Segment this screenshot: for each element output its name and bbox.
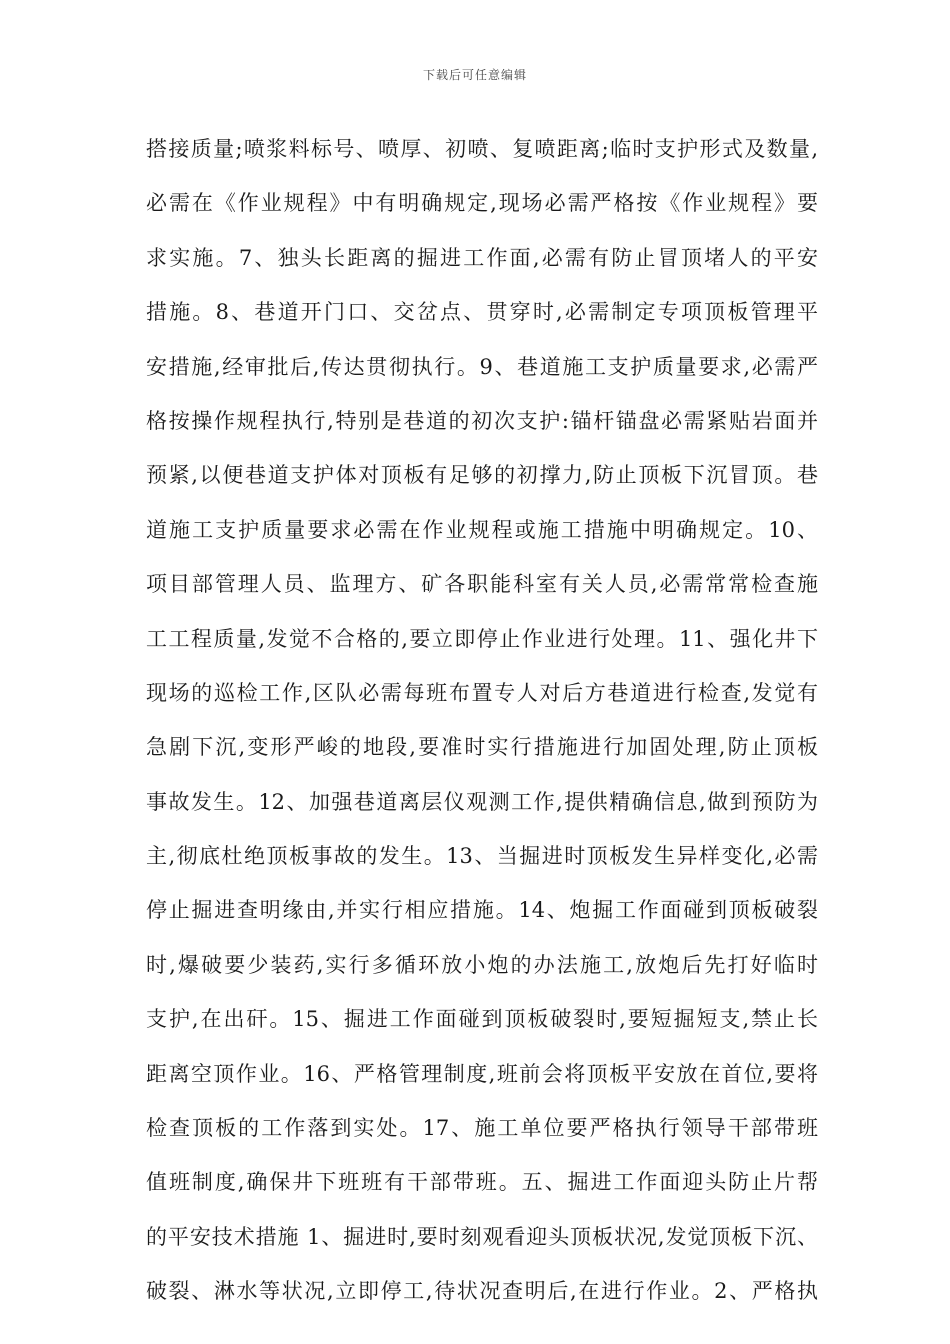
page-header: 下载后可任意编辑 <box>422 68 527 82</box>
text-line: 工工程质量,发觉不合格的,要立即停止作业进行处理。11、强化井下 <box>146 626 818 651</box>
text-line: 支护,在出矸。15、掘进工作面碰到顶板破裂时,要短掘短支,禁止长 <box>146 1007 818 1032</box>
text-line: 的平安技术措施 1、掘进时,要时刻观看迎头顶板状况,发觉顶板下沉、 <box>146 1224 818 1249</box>
text-line: 事故发生。12、加强巷道离层仪观测工作,提供精确信息,做到预防为 <box>146 789 818 814</box>
text-line: 检查顶板的工作落到实处。17、施工单位要严格执行领导干部带班 <box>146 1116 818 1141</box>
text-line: 项目部管理人员、监理方、矿各职能科室有关人员,必需常常检查施 <box>146 572 818 597</box>
text-line: 道施工支护质量要求必需在作业规程或施工措施中明确规定。10、 <box>146 517 818 542</box>
text-line: 急剧下沉,变形严峻的地段,要准时实行措施进行加固处理,防止顶板 <box>146 735 818 760</box>
text-line: 必需在《作业规程》中有明确规定,现场必需严格按《作业规程》要 <box>146 191 818 216</box>
text-line: 搭接质量;喷浆料标号、喷厚、初喷、复喷距离;临时支护形式及数量, <box>146 137 818 161</box>
text-line: 求实施。7、独头长距离的掘进工作面,必需有防止冒顶堵人的平安 <box>146 245 818 270</box>
text-line: 破裂、淋水等状况,立即停工,待状况查明后,在进行作业。2、严格执 <box>146 1279 818 1304</box>
text-line: 格按操作规程执行,特别是巷道的初次支护:锚杆锚盘必需紧贴岩面并 <box>146 408 818 433</box>
text-line: 主,彻底杜绝顶板事故的发生。13、当掘进时顶板发生异样变化,必需 <box>146 844 818 869</box>
text-line: 措施。8、巷道开门口、交岔点、贯穿时,必需制定专项顶板管理平 <box>146 300 818 325</box>
text-line: 时,爆破要少装药,实行多循环放小炮的办法施工,放炮后先打好临时 <box>146 952 818 977</box>
text-line: 现场的巡检工作,区队必需每班布置专人对后方巷道进行检查,发觉有 <box>146 680 818 705</box>
text-line: 停止掘进查明缘由,并实行相应措施。14、炮掘工作面碰到顶板破裂 <box>146 898 818 923</box>
text-line: 预紧,以便巷道支护体对顶板有足够的初撑力,防止顶板下沉冒顶。巷 <box>146 463 818 488</box>
text-line: 安措施,经审批后,传达贯彻执行。9、巷道施工支护质量要求,必需严 <box>146 354 818 379</box>
text-line: 值班制度,确保井下班班有干部带班。五、掘进工作面迎头防止片帮 <box>146 1170 818 1195</box>
text-line: 距离空顶作业。16、严格管理制度,班前会将顶板平安放在首位,要将 <box>146 1061 818 1086</box>
body-text <box>146 130 818 1327</box>
